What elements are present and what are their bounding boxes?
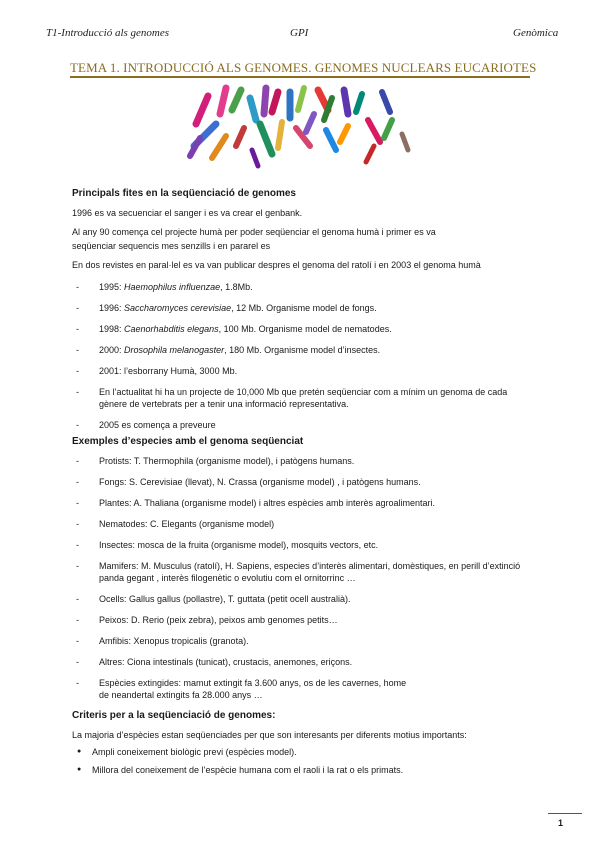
list-item: - En l’actualitat hi ha un projecte de 10,000 Mb que pretén seqüenciar com a mínim un genoma de cada gènere de vertebrats per a tenir una informació representativa.: [72, 386, 532, 410]
page-number: 1: [558, 818, 564, 828]
chromosome-karyotype-image: [186, 84, 414, 172]
list-item: - 1998: Caenorhabditis elegans, 100 Mb. Organisme model de nematodes.: [72, 323, 532, 335]
list-item: - Nematodes: C. Elegants (organisme model): [72, 518, 532, 530]
list-item: ● Millora del coneixement de l’espècie humana com el raoli i la rat o els primats.: [72, 764, 532, 776]
footer-rule: [548, 813, 582, 814]
section-heading-fites: Principals fites en la seqüenciació de genomes: [72, 188, 296, 199]
list-item: - 1995: Haemophilus influenzae, 1.8Mb.: [72, 281, 532, 293]
paragraph: En dos revistes en paral·lel es va van publicar despres el genoma del ratolí i en 2003 el genoma humà: [72, 260, 481, 270]
species-list: [72, 455, 532, 701]
list-item: - Ocells: Gallus gallus (pollastre), T. guttata (petit ocell australià).: [72, 593, 532, 605]
title-underline: [70, 76, 530, 78]
paragraph: La majoria d’espècies estan seqüenciades per que son interesants per diferents motius importants:: [72, 730, 467, 740]
header-right: Genòmica: [513, 27, 559, 39]
paragraph: seqüenciar sequencis mes senzills i en pararel es: [72, 241, 271, 251]
list-item: - Insectes: mosca de la fruita (organisme model), mosquits vectors, etc.: [72, 539, 532, 551]
list-item: - Plantes: A. Thaliana (organisme model) i altres espècies amb interès agroalimentari.: [72, 497, 532, 509]
list-item: - 2000: Drosophila melanogaster, 180 Mb. Organisme model d’insectes.: [72, 344, 532, 356]
list-item: - 2001: l’esborrany Humà, 3000 Mb.: [72, 365, 532, 377]
list-item: - Mamifers: M. Musculus (ratolí), H. Sapiens, especies d’interès alimentari, domèstiques, en perill d’extinció panda gegant , interès filogenètic o evolutiu com el ornitorrinc …: [72, 560, 532, 584]
section-heading-criteris: Criteris per a la seqüenciació de genomes:: [72, 710, 276, 721]
list-item: - 2005 es comença a preveure: [72, 419, 532, 431]
document-body: [72, 188, 532, 782]
list-item: - Protists: T. Thermophila (organisme model), i patògens humans.: [72, 455, 532, 467]
list-item: - Espècies extingides: mamut extingit fa 3.600 anys, os de les cavernes, home de neandertal extingits fa 28.000 anys …: [72, 677, 532, 701]
section-heading-exemples: Exemples d’especies amb el genoma seqüenciat: [72, 436, 304, 447]
list-item: ● Ampli coneixement biològic previ (espècies model).: [72, 746, 532, 758]
page-title: TEMA 1. INTRODUCCIÓ ALS GENOMES. GENOMES NUCLEARS EUCARIOTES: [70, 60, 537, 75]
list-item: - Fongs: S. Cerevisiae (llevat), N. Crassa (organisme model) , i patògens humans.: [72, 476, 532, 488]
header-left: T1-Introducció als genomes: [46, 27, 170, 39]
paragraph: 1996 es va secuenciar el sanger i es va crear el genbank.: [72, 208, 303, 218]
list-item: - Amfibis: Xenopus tropicalis (granota).: [72, 635, 532, 647]
paragraph: Al any 90 comença cel projecte humà per poder seqüenciar el genoma humà i primer es va: [72, 227, 436, 237]
list-item: - Peixos: D. Rerio (peix zebra), peixos amb genomes petits…: [72, 614, 532, 626]
header-center: GPI: [290, 27, 309, 39]
milestones-list: [72, 281, 532, 431]
criteria-list: [72, 746, 532, 776]
list-item: - Altres: Ciona intestinals (tunicat), crustacis, anemones, eriçons.: [72, 656, 532, 668]
list-item: - 1996: Saccharomyces cerevisiae, 12 Mb. Organisme model de fongs.: [72, 302, 532, 314]
